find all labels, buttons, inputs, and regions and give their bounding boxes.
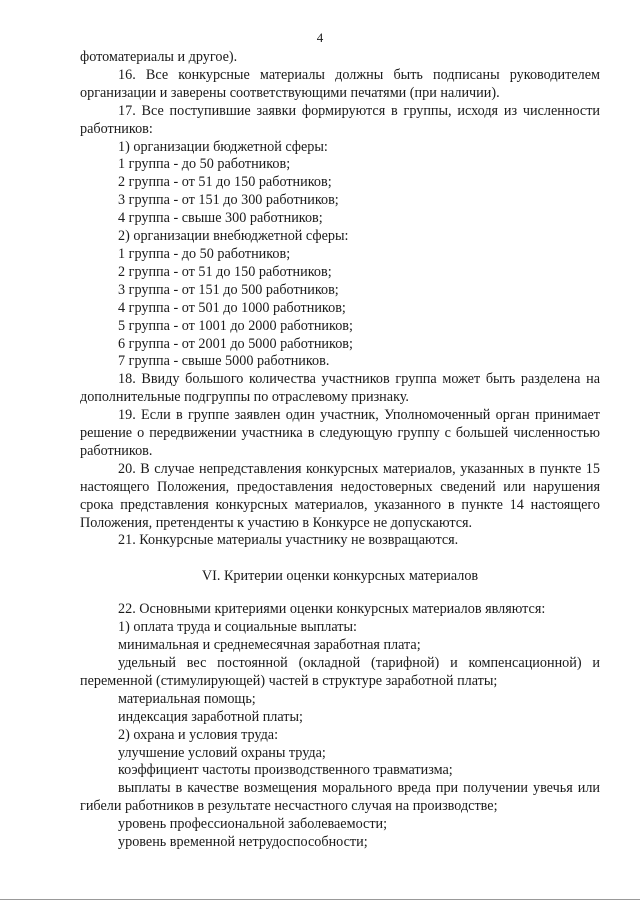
list-item: 3 группа - от 151 до 500 работников; xyxy=(118,281,339,298)
list-item: минимальная и среднемесячная заработная плата; xyxy=(118,637,421,654)
paragraph: 22. Основными критериями оценки конкурсных материалов являются: xyxy=(118,601,546,618)
list-item: уровень профессиональной заболеваемости; xyxy=(118,816,388,833)
list-item: 5 группа - от 1001 до 2000 работников; xyxy=(118,317,353,334)
list-item: 4 группа - от 501 до 1000 работников; xyxy=(118,299,346,316)
paragraph: 20. В случае непредставления конкурсных материалов, указанных в пункте 15 настоящего Положения, предоставления недостоверных сведений или нарушения срока представления конкурсных материалов, указанного в пункте 14 настоящего Положения, претенденты к участию в Конкурсе не допускаются. xyxy=(80,460,600,531)
bottom-edge-line xyxy=(0,899,640,900)
list-item: 1 группа - до 50 работников; xyxy=(118,156,291,173)
list-item: 2 группа - от 51 до 150 работников; xyxy=(118,174,332,191)
list-item: улучшение условий охраны труда; xyxy=(118,744,326,761)
list-item: 7 группа - свыше 5000 работников. xyxy=(118,353,330,370)
list-item: индексация заработной платы; xyxy=(118,708,303,725)
section-heading: VI. Критерии оценки конкурсных материалов xyxy=(201,568,479,585)
list-item: 2 группа - от 51 до 150 работников; xyxy=(118,263,332,280)
list-item: 2) организации внебюджетной сферы: xyxy=(118,228,349,245)
paragraph: 16. Все конкурсные материалы должны быть подписаны руководителем организации и заверены соответствующими печатями (при наличии). xyxy=(80,66,600,101)
list-item: материальная помощь; xyxy=(118,690,256,707)
list-item: коэффициент частоты производственного травматизма; xyxy=(118,762,453,779)
paragraph: 21. Конкурсные материалы участнику не возвращаются. xyxy=(118,532,459,549)
paragraph-continuation: фотоматериалы и другое). xyxy=(80,49,238,65)
paragraph: 18. Ввиду большого количества участников группа может быть разделена на дополнительные подгруппы по отраслевому признаку. xyxy=(80,371,600,406)
paragraph: удельный вес постоянной (окладной (тарифной) и компенсационной) и переменной (стимулирующей) частей в структуре заработной платы; xyxy=(80,655,600,689)
paragraph: 17. Все поступившие заявки формируются в группы, исходя из численности работников: xyxy=(80,102,600,137)
list-item: 1) организации бюджетной сферы: xyxy=(118,138,328,155)
list-item: 1 группа - до 50 работников; xyxy=(118,245,291,262)
list-item: 4 группа - свыше 300 работников; xyxy=(118,210,323,227)
document-body xyxy=(80,49,600,852)
list-item: 6 группа - от 2001 до 5000 работников; xyxy=(118,335,353,352)
list-item: 3 группа - от 151 до 300 работников; xyxy=(118,192,339,209)
paragraph: выплаты в качестве возмещения морального вреда при получении увечья или гибели работников в результате несчастного случая на производстве; xyxy=(80,780,600,815)
page-number: 4 xyxy=(316,30,324,45)
list-item: 1) оплата труда и социальные выплаты: xyxy=(118,619,357,636)
list-item: 2) охрана и условия труда: xyxy=(118,726,279,743)
list-item: уровень временной нетрудоспособности; xyxy=(118,834,368,851)
paragraph: 19. Если в группе заявлен один участник, Уполномоченный орган принимает решение о передвижении участника в следующую группу с большей численностью работников. xyxy=(80,407,600,459)
